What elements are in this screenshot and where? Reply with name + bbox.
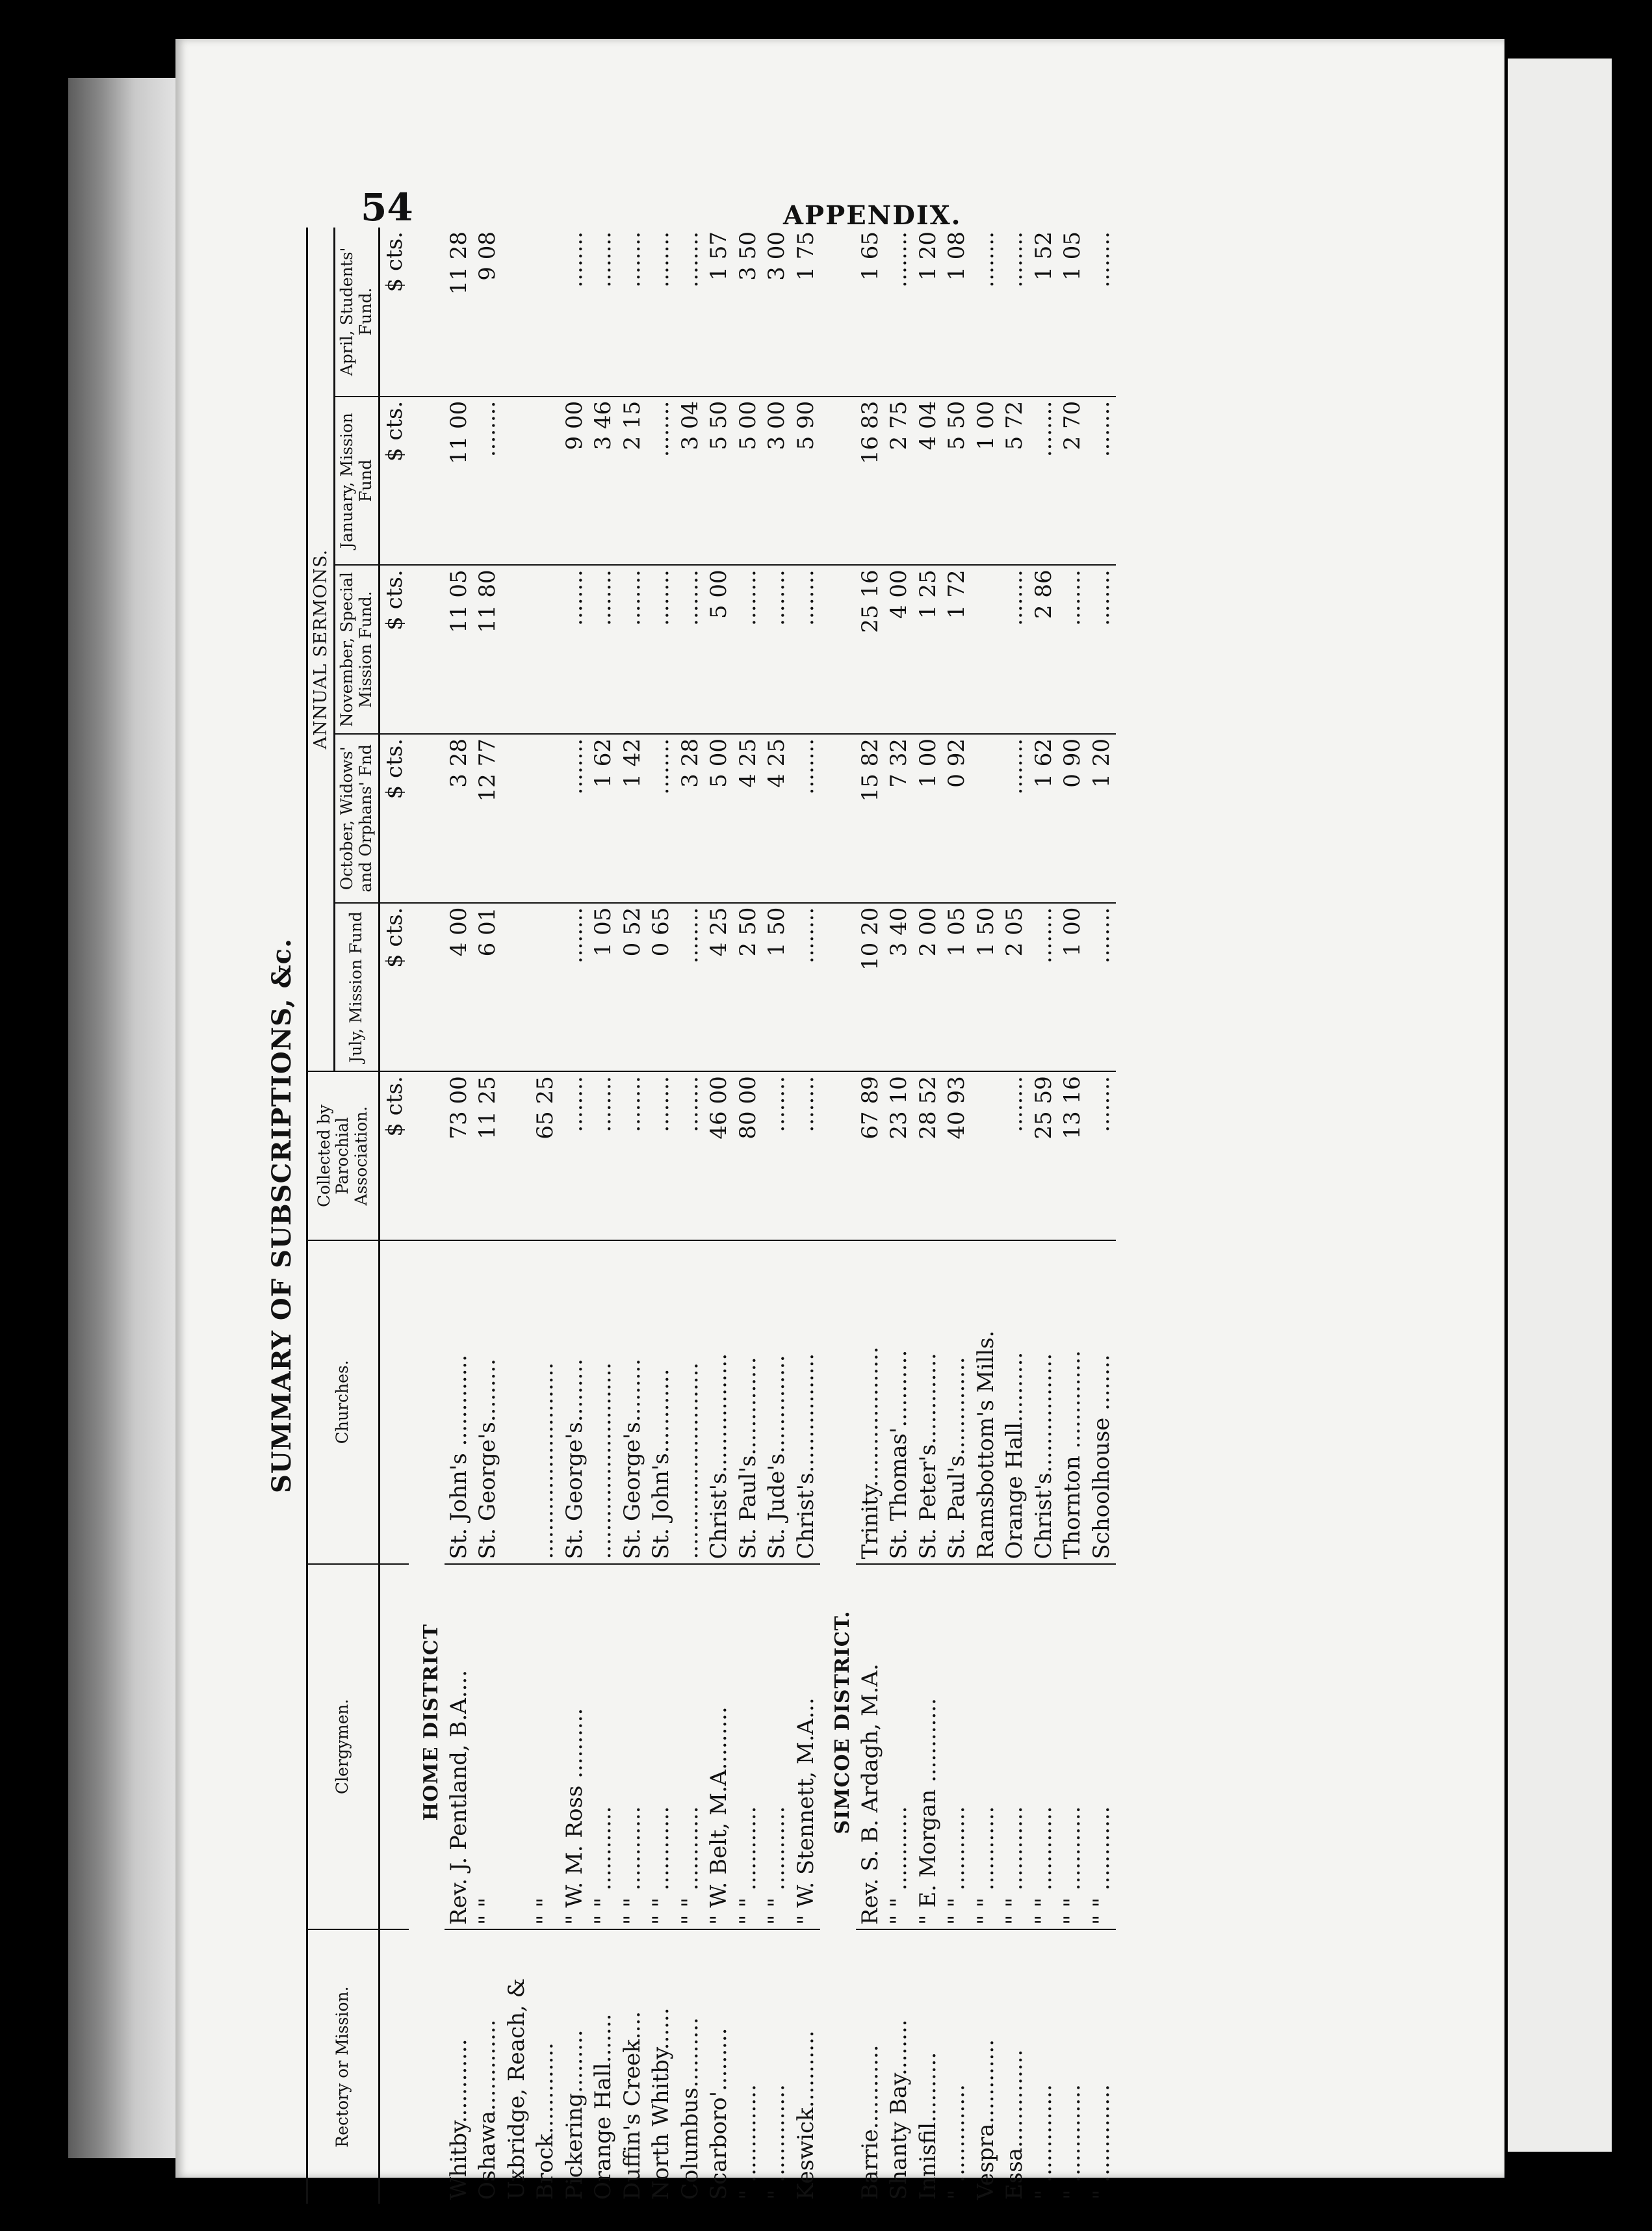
table-body [379,228,1116,2204]
clergyman-cell: " " ............ [1087,1564,1116,1930]
october-cell: 0 92 [942,734,972,903]
january-cell: 5 72 [1000,397,1029,566]
rectory-cell: North Whitby...... [648,2007,675,2200]
november-cell: 1 25 [914,565,943,734]
clergyman-cell: " " ............ [884,1564,914,1930]
july-cell: ........ [676,903,705,1072]
july-cell: 4 00 [445,903,474,1072]
october-cell [502,734,532,903]
rectory-cell: Keswick........... [792,2030,819,2200]
clergyman-cell: " " ............ [1029,1564,1059,1930]
january-cell: ........ [647,397,676,566]
table-row [473,228,502,2204]
april-cell: 3 00 [762,228,792,397]
table-row [1029,228,1059,2204]
november-cell: ........ [792,565,821,734]
units-row [379,228,409,2204]
november-cell: ........ [560,565,589,734]
april-cell: 1 65 [856,228,885,397]
collected-cell: 80 00 [734,1071,763,1240]
november-cell [531,565,560,734]
clergyman-cell: " " ............ [618,1564,647,1930]
unit-collected: $ cts. [379,1071,409,1240]
clergyman-cell: Rev. S. B. Ardagh, M.A. [856,1564,885,1930]
table-row [704,228,734,2204]
november-cell: ........ [1058,565,1087,734]
collected-cell: 65 25 [531,1071,560,1240]
november-cell: 25 16 [856,565,885,734]
july-cell [531,903,560,1072]
collected-cell [972,1071,1001,1240]
november-cell: 5 00 [704,565,734,734]
january-cell: 3 04 [676,397,705,566]
collected-cell: 25 59 [1029,1071,1059,1240]
table-row [762,228,792,2204]
october-cell: 5 00 [704,734,734,903]
table-row [1087,228,1116,2204]
table-row [1058,228,1087,2204]
rectory-cell: " .............. [734,2084,761,2200]
october-cell: 12 77 [473,734,502,903]
table-row [618,228,647,2204]
november-cell: 4 00 [884,565,914,734]
october-cell: 3 28 [445,734,474,903]
collected-cell: ........ [589,1071,618,1240]
collected-cell: 28 52 [914,1071,943,1240]
january-cell: 5 00 [734,397,763,566]
header-july: July, Mission Fund [335,903,380,1072]
header-annual-sermons: ANNUAL SERMONS. [307,228,335,1071]
rectory-cell: Duffin's Creek.... [619,2011,645,2200]
october-cell [972,734,1001,903]
clergyman-cell [502,1564,532,1930]
april-cell: 1 20 [914,228,943,397]
table-row [734,228,763,2204]
january-cell: 2 15 [618,397,647,566]
october-cell: 1 20 [1087,734,1116,903]
unit-april: $ cts. [379,228,409,397]
october-cell [531,734,560,903]
october-cell: ........ [1000,734,1029,903]
october-cell: ........ [647,734,676,903]
rectory-cell: Innisfil.......... [914,2052,941,2200]
january-cell: ........ [1087,397,1116,566]
clergyman-cell: " W. M. Ross .......... [560,1564,589,1930]
january-cell [531,397,560,566]
november-cell: ........ [676,565,705,734]
rectory-cell: Pickering......... [561,2029,587,2200]
clergyman-cell: " " ............ [972,1564,1001,1930]
november-cell: ........ [734,565,763,734]
church-cell: Ramsbottom's Mills. [972,1240,1001,1564]
april-cell: ........ [560,228,589,397]
church-cell: Thornton .............. [1058,1240,1087,1564]
april-cell: ........ [647,228,676,397]
november-cell: ........ [762,565,792,734]
november-cell: 2 86 [1029,565,1059,734]
table-row [1000,228,1029,2204]
church-cell: Christ's................. [704,1240,734,1564]
collected-cell: ........ [618,1071,647,1240]
collected-cell [502,1071,532,1240]
collected-cell: 11 25 [473,1071,502,1240]
january-cell: 2 75 [884,397,914,566]
october-cell: 1 62 [1029,734,1059,903]
november-cell: ........ [1000,565,1029,734]
november-cell [502,565,532,734]
rectory-cell: " .............. [944,2084,970,2200]
church-cell: Christ's................. [792,1240,821,1564]
unit-january: $ cts. [379,397,409,566]
july-cell: ........ [560,903,589,1072]
october-cell: 3 28 [676,734,705,903]
april-cell: ........ [589,228,618,397]
july-cell: 1 05 [589,903,618,1072]
table-row [445,228,474,2204]
july-cell: 2 50 [734,903,763,1072]
table-row [502,228,532,2204]
header-collected: Collected by Parochial Association. [307,1071,380,1240]
collected-cell: 13 16 [1058,1071,1087,1240]
april-cell: 1 75 [792,228,821,397]
collected-cell: ........ [560,1071,589,1240]
rectory-cell: Columbus.......... [677,2017,703,2200]
header-rectory: Rectory or Mission. [307,1929,380,2204]
november-cell: ........ [589,565,618,734]
rectory-cell: Vespra............ [972,2039,999,2200]
running-header: APPENDIX. [783,200,962,231]
district-name: HOME DISTRICT [420,1623,443,1821]
november-cell [972,565,1001,734]
collected-cell: 46 00 [704,1071,734,1240]
november-cell: 11 05 [445,565,474,734]
october-cell: 0 90 [1058,734,1087,903]
november-cell: ........ [618,565,647,734]
january-cell: 16 83 [856,397,885,566]
church-cell: ............................ [676,1240,705,1564]
church-cell: St. George's......... [560,1240,589,1564]
november-cell: ........ [647,565,676,734]
church-cell: Trinity.................... [856,1240,885,1564]
clergyman-cell: " " ............ [647,1564,676,1930]
unit-july: $ cts. [379,903,409,1072]
table-row [972,228,1001,2204]
january-cell: 3 00 [762,397,792,566]
clergyman-cell: Rev. J. Pentland, B.A.... [445,1564,474,1930]
header-january: January, Mission Fund [335,397,380,566]
july-cell: 3 40 [884,903,914,1072]
church-cell: ............................ [589,1240,618,1564]
april-cell: 1 05 [1058,228,1087,397]
church-cell: St. Jude's.............. [762,1240,792,1564]
rectory-cell: Uxbridge, Reach, & [503,1978,530,2200]
april-cell: ........ [884,228,914,397]
january-cell: 11 00 [445,397,474,566]
church-cell: Christ's................. [1029,1240,1059,1564]
january-cell: 1 00 [972,397,1001,566]
july-cell: 1 00 [1058,903,1087,1072]
rectory-cell: Brock............. [532,2042,559,2200]
clergyman-cell: " " ............ [942,1564,972,1930]
table-row [560,228,589,2204]
collected-cell: 67 89 [856,1071,885,1240]
table-row [589,228,618,2204]
january-cell: ........ [473,397,502,566]
district-name: SIMCOE DISTRICT. [831,1610,855,1834]
clergyman-cell: " W. Stennett, M.A... [792,1564,821,1930]
subscriptions-table [306,228,1116,2204]
rotated-table-block [266,228,1202,2204]
clergyman-cell: " W. Belt, M.A......... [704,1564,734,1930]
july-cell: 1 05 [942,903,972,1072]
collected-cell: ........ [762,1071,792,1240]
collected-cell: 23 10 [884,1071,914,1240]
july-cell: ........ [1029,903,1059,1072]
july-cell: 0 65 [647,903,676,1072]
rectory-cell: Scarboro'......... [706,2028,732,2200]
january-cell [502,397,532,566]
july-cell: 1 50 [972,903,1001,1072]
table-row [884,228,914,2204]
table-row [647,228,676,2204]
rectory-cell: " .............. [1030,2084,1057,2200]
rectory-cell: Barrie............ [857,2044,883,2200]
april-cell: ........ [618,228,647,397]
april-cell: 1 57 [704,228,734,397]
church-cell: St. Thomas'........... [884,1240,914,1564]
collected-cell: ........ [676,1071,705,1240]
july-cell: ........ [1087,903,1116,1072]
clergyman-cell: " " ............ [762,1564,792,1930]
november-cell: 1 72 [942,565,972,734]
october-cell: 1 00 [914,734,943,903]
rectory-cell: Essa.............. [1001,2049,1028,2200]
rectory-cell: " .............. [1088,2084,1115,2200]
january-cell: 4 04 [914,397,943,566]
church-cell: St. Paul's.............. [942,1240,972,1564]
header-churches: Churches. [307,1240,380,1564]
page-number: 54 [361,185,413,229]
july-cell: ........ [792,903,821,1072]
october-cell: 1 62 [589,734,618,903]
table-title: SUMMARY OF SUBSCRIPTIONS, &c. [266,938,297,1493]
clergyman-cell: " " ............ [589,1564,618,1930]
table-row [531,228,560,2204]
church-cell: Orange Hall.......... [1000,1240,1029,1564]
clergyman-cell: " " ............ [1000,1564,1029,1930]
church-cell: St. John's ............. [445,1240,474,1564]
rectory-cell: " .............. [1059,2084,1086,2200]
october-cell: ........ [792,734,821,903]
april-cell: ........ [676,228,705,397]
january-cell: 5 50 [942,397,972,566]
rectory-cell: Whitby............ [445,2039,472,2200]
july-cell: 2 00 [914,903,943,1072]
october-cell: 1 42 [618,734,647,903]
book-spine-edge [68,78,179,2158]
april-cell: 1 52 [1029,228,1059,397]
january-cell: 5 50 [704,397,734,566]
april-cell: 1 08 [942,228,972,397]
january-cell: 2 70 [1058,397,1087,566]
clergyman-cell: " " ............ [1058,1564,1087,1930]
october-cell: 4 25 [734,734,763,903]
rectory-cell: Orange Hall....... [590,2013,617,2200]
facing-page-edge [1508,59,1612,2152]
july-cell: 1 50 [762,903,792,1072]
april-cell: 9 08 [473,228,502,397]
rectory-cell: " .............. [764,2084,790,2200]
header-clergymen: Clergymen. [307,1564,380,1930]
unit-october: $ cts. [379,734,409,903]
district-heading-row [409,228,445,2204]
july-cell: 0 52 [618,903,647,1072]
october-cell: 7 32 [884,734,914,903]
july-cell [502,903,532,1072]
church-cell: St. George's......... [473,1240,502,1564]
table-row [676,228,705,2204]
collected-cell: ........ [1000,1071,1029,1240]
collected-cell: 73 00 [445,1071,474,1240]
july-cell: 4 25 [704,903,734,1072]
clergyman-cell: " E. Morgan ............ [914,1564,943,1930]
table-row [792,228,821,2204]
collected-cell: ........ [792,1071,821,1240]
november-cell: ........ [1087,565,1116,734]
rectory-cell: Oshawa............. [474,2019,501,2200]
table-row [942,228,972,2204]
header-november: November, Special Mission Fund. [335,565,380,734]
church-cell: Schoolhouse ........ [1087,1240,1116,1564]
clergyman-cell: " " ............ [676,1564,705,1930]
october-cell: ........ [560,734,589,903]
collected-cell: 40 93 [942,1071,972,1240]
collected-cell: ........ [1087,1071,1116,1240]
church-cell: St. George's......... [618,1240,647,1564]
unit-november: $ cts. [379,565,409,734]
rectory-cell: Shanty Bay........ [886,2019,912,2200]
january-cell: 3 46 [589,397,618,566]
january-cell: 5 90 [792,397,821,566]
october-cell: 4 25 [762,734,792,903]
april-cell [502,228,532,397]
july-cell: 6 01 [473,903,502,1072]
church-cell: St. Paul's.............. [734,1240,763,1564]
collected-cell: ........ [647,1071,676,1240]
april-cell [531,228,560,397]
table-row [856,228,885,2204]
church-cell: ............................ [531,1240,560,1564]
header-april: April, Students' Fund. [335,228,380,397]
clergyman-cell: " " ............ [734,1564,763,1930]
october-cell: 15 82 [856,734,885,903]
table-row [914,228,943,2204]
header-october: October, Widows' and Orphans' Fnd [335,734,380,903]
july-cell: 10 20 [856,903,885,1072]
clergyman-cell: " " [473,1564,502,1930]
church-cell: St. Peter's............. [914,1240,943,1564]
april-cell: ........ [1000,228,1029,397]
november-cell: 11 80 [473,565,502,734]
april-cell: 3 50 [734,228,763,397]
january-cell: 9 00 [560,397,589,566]
clergyman-cell: " " [531,1564,560,1930]
january-cell: ........ [1029,397,1059,566]
july-cell: 2 05 [1000,903,1029,1072]
april-cell: ........ [972,228,1001,397]
church-cell: St. John's............ [647,1240,676,1564]
district-heading-row [820,228,856,2204]
april-cell: ........ [1087,228,1116,397]
april-cell: 11 28 [445,228,474,397]
church-cell [502,1240,532,1564]
